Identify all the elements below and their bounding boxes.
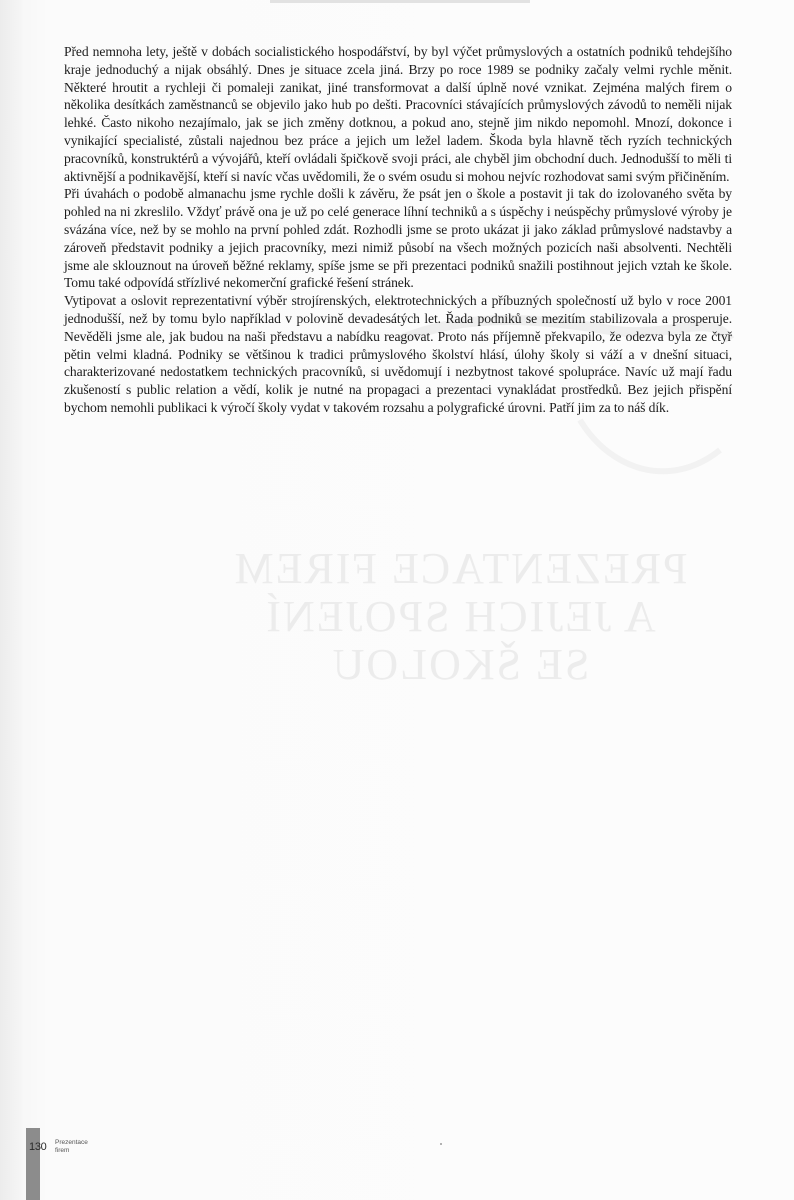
- binding-gutter: [0, 0, 22, 1200]
- paragraph-2: Při úvahách o podobě almanachu jsme rychle došli k závěru, že psát jen o škole a postavit ji tak do izolovaného světa by pohled na ni zkreslilo. Vždyť právě ona je už po celé generace líhní techniků a s úspěchy i neúspěchy průmyslové výroby je svázána více, než by se mohlo na první pohled zdát. Rozhodli jsme se proto ukázat ji jako základ průmyslové nadstavby a zároveň představit podniky a jejich pracovníky, mezi nimiž působí na všech možných pozicích naši absolventi. Nechtěli jsme ale sklouznout na úroveň běžné reklamy, spíše jsme se při prezentaci podniků snažili postihnout jejich vztah ke škole. Tomu také odpovídá střízlivé nekomerční grafické řešení stránek.: [64, 186, 732, 291]
- show-through-line-3: SE ŠKOLOU: [330, 640, 590, 689]
- show-through-line-1: PREZENTACE FIREM: [232, 544, 688, 593]
- show-through-line-2: A JEJICH SPOJENÍ: [264, 592, 656, 641]
- section-label-line-2: firem: [55, 1147, 70, 1154]
- section-label: [55, 1139, 88, 1155]
- paragraph-3: Vytipovat a oslovit reprezentativní výběr strojírenských, elektrotechnických a příbuzných společností už bylo v roce 2001 jednodušší, než by tomu bylo například v polovině devadesátých let. Řada podniků se mezitím stabilizovala a prosperuje. Nevěděli jsme ale, jak budou na naši představu a nabídku reagovat. Proto nás příjemně překvapilo, že odezva byla ze čtyř pětin velmi kladná. Podniky se většinou k tradici průmyslového školství hlásí, úlohy školy si váží a v dnešní situaci, charakterizované nedostatkem technických pracovníků, si uvědomují i nezbytnost takové spolupráce. Navíc už mají řadu zkušeností s public relation a vědí, kolik je nutné na propagaci a prezentaci vynakládat prostředků. Bez jejich přispění bychom nemohli publikaci k výročí školy vydat v takovém rozsahu a polygrafické úrovni. Patří jim za to náš dík.: [64, 293, 732, 415]
- show-through-heading: [200, 545, 720, 689]
- folio-bar: [26, 1128, 40, 1200]
- print-speck: [440, 1143, 442, 1145]
- section-label-line-1: Prezentace: [55, 1139, 88, 1146]
- top-edge-shadow: [270, 0, 530, 3]
- article-body: [64, 43, 732, 417]
- paragraph-1: Před nemnoha lety, ještě v dobách socialistického hospodářství, by byl výčet průmyslových a ostatních podniků tehdejšího kraje jednoduchý a nijak obsáhlý. Dnes je situace zcela jiná. Brzy po roce 1989 se podniky začaly velmi rychle měnit. Některé hroutit a rychleji či pomaleji zanikat, jiné transformovat a další úplně nové vznikat. Zejména malých firem o několika desítkách zaměstnanců se objevilo jako hub po dešti. Pracovníci stávajících průmyslových závodů to neměli nijak lehké. Často nikoho nezajímalo, jak se jich změny dotknou, a pokud ano, stejně jim nikdo nepomohl. Mnozí, dokonce i vynikající specialisté, zůstali najednou bez práce a jejich um ležel ladem. Škoda byla hlavně těch ryzích technických pracovníků, konstruktérů a vývojářů, kteří ovládali špičkově svoji práci, ale chyběl jim obchodní duch. Jednodušší to měli ti aktivnější a podnikavější, kteří si navíc včas uvědomili, že o svém osudu si mohou nejvíc rozhodovat sami svým přičiněním.: [64, 44, 732, 184]
- page-number: 130: [29, 1141, 47, 1153]
